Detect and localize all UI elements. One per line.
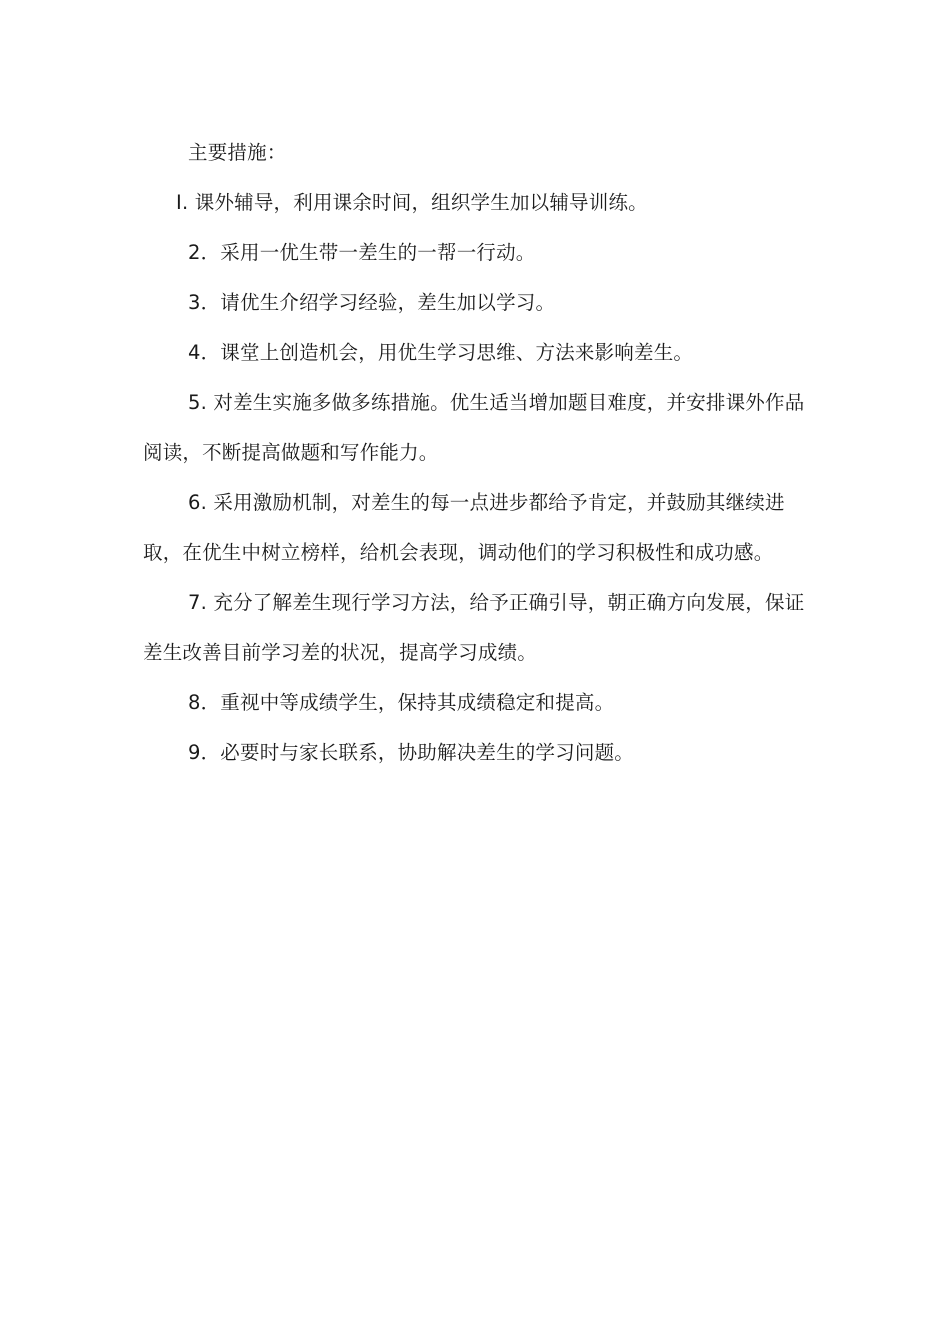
measure-item-5: 5. 对差生实施多做多练措施。优生适当增加题目难度，并安排课外作品阅读，不断提高做题和写作能力。 bbox=[143, 391, 805, 464]
measure-item-3: 3．请优生介绍学习经验，差生加以学习。 bbox=[188, 291, 556, 314]
measure-item-1: Ⅰ. 课外辅导，利用课余时间，组织学生加以辅导训练。 bbox=[176, 191, 648, 214]
document-body bbox=[143, 128, 823, 778]
measure-item-4: 4．课堂上创造机会，用优生学习思维、方法来影响差生。 bbox=[188, 341, 694, 364]
section-heading: 主要措施： bbox=[188, 141, 287, 164]
measure-item-8: 8．重视中等成绩学生，保持其成绩稳定和提高。 bbox=[188, 691, 615, 714]
measure-item-2: 2．采用一优生带一差生的一帮一行动。 bbox=[188, 241, 536, 264]
measure-item-6: 6. 采用激励机制，对差生的每一点进步都给予肯定，并鼓励其继续进取，在优生中树立榜样，给机会表现，调动他们的学习积极性和成功感。 bbox=[143, 491, 785, 564]
measure-item-9: 9．必要时与家长联系，协助解决差生的学习问题。 bbox=[188, 741, 635, 764]
measure-item-7: 7. 充分了解差生现行学习方法，给予正确引导，朝正确方向发展，保证差生改善目前学习差的状况，提高学习成绩。 bbox=[143, 591, 805, 664]
